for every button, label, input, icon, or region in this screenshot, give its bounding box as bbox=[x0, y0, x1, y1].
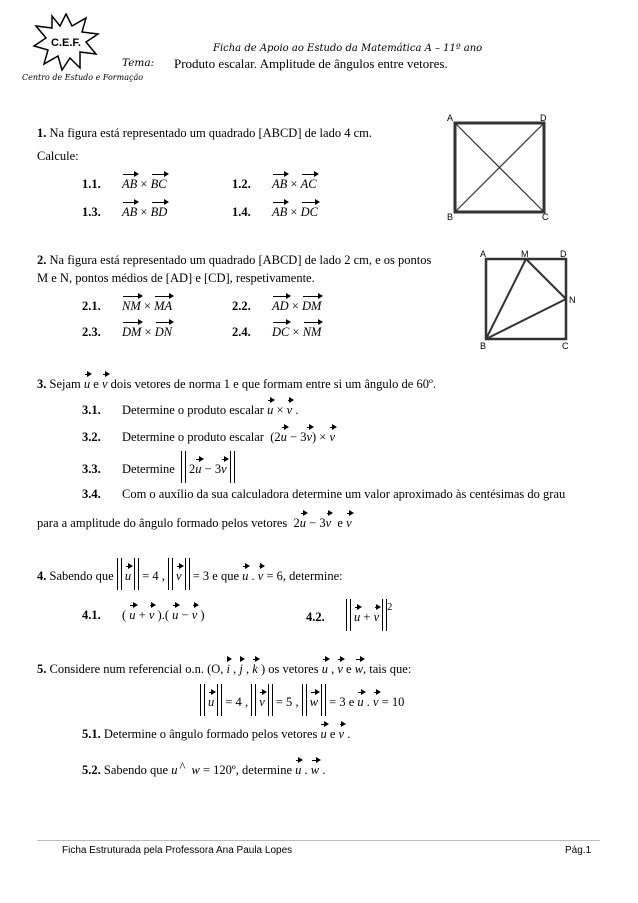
q2-text-2: M e N, pontos médios de [AD] e [CD], respetivamente. bbox=[37, 271, 315, 285]
q4-item-2: 4.2. $u + v^2$ bbox=[306, 603, 392, 627]
q2-fig-D: D bbox=[560, 249, 567, 259]
q5-item-2: 5.2. Sabendo que u ^ w = 120º, determine u . w . bbox=[82, 760, 326, 777]
q1-item-1: 1.1. AB × BC bbox=[82, 172, 167, 192]
footer-left: Ficha Estruturada pela Professora Ana Paula Lopes bbox=[62, 845, 293, 856]
q2-item-1: 2.1. NM × MA bbox=[82, 294, 172, 314]
q1-fig-B: B bbox=[447, 212, 454, 222]
q1-text: 1. Na figura está representado um quadrado [ABCD] de lado 4 cm. bbox=[37, 126, 372, 140]
tema-label: Tema: bbox=[122, 57, 155, 69]
q2-item-2: 2.2. AD × DM bbox=[232, 294, 321, 314]
center-name: Centro de Estudo e Formação bbox=[22, 73, 144, 82]
q3-item-3: 3.3. Determine 2u − 3v bbox=[82, 455, 235, 479]
q3-item-1: 3.1. Determine o produto escalar u × v . bbox=[82, 398, 298, 418]
tema-value: Produto escalar. Amplitude de ângulos entre vetores. bbox=[174, 56, 448, 71]
q2-fig-C: C bbox=[562, 341, 569, 351]
q2-fig-B: B bbox=[480, 341, 487, 351]
q2-item-3: 2.3. DM × DN bbox=[82, 320, 172, 340]
footer-right: Pág.1 bbox=[565, 845, 592, 856]
q4-text: 4. Sabendo que u = 4 , v = 3 e que u . v = 6, determine: bbox=[37, 562, 343, 586]
q2-fig-M: M bbox=[521, 249, 529, 259]
q3-item-2: 3.2. Determine o produto escalar (2u − 3v) × v bbox=[82, 425, 335, 445]
q1-item-4: 1.4. AB × DC bbox=[232, 200, 318, 220]
q4-item-1: 4.1. ( u + v ).( u − v ) bbox=[82, 603, 205, 623]
q1-fig-D: D bbox=[540, 113, 547, 123]
q1-fig-A: A bbox=[447, 113, 454, 123]
q2-fig-N: N bbox=[569, 295, 576, 305]
q1-fig-C: C bbox=[542, 212, 549, 222]
q2-item-4: 2.4. DC × NM bbox=[232, 320, 321, 340]
q3-text: 3. Sejam u e v dois vetores de norma 1 e que formam entre si um ângulo de 60º. bbox=[37, 372, 436, 392]
q3-item-4: 3.4. Com o auxílio da sua calculadora determine um valor aproximado às centésimas do grau bbox=[82, 487, 566, 501]
footer-rule bbox=[37, 840, 600, 841]
q2-text-1: 2. Na figura está representado um quadrado [ABCD] de lado 2 cm, e os pontos bbox=[37, 253, 432, 267]
q1-item-2: 1.2. AB × AC bbox=[232, 172, 317, 192]
q1-item-3: 1.3. AB × BD bbox=[82, 200, 167, 220]
q1-calcule: Calcule: bbox=[37, 149, 79, 163]
q2-fig-A: A bbox=[480, 249, 487, 259]
logo bbox=[30, 12, 102, 72]
q1-figure bbox=[444, 112, 554, 222]
q2-figure bbox=[474, 247, 584, 351]
q5-text: 5. Considere num referencial o.n. (O, i , j , k ) os vetores u , v e w, tais que: bbox=[37, 657, 411, 677]
q5-conditions: u = 4 , v = 5 , w = 3 e u . v = 10 bbox=[200, 688, 404, 712]
logo-text: C.E.F. bbox=[51, 37, 81, 49]
q5-item-1: 5.1. Determine o ângulo formado pelos vetores u e v . bbox=[82, 722, 350, 742]
q3-item-4-cont: para a amplitude do ângulo formado pelos vetores 2u − 3v e v bbox=[37, 511, 352, 531]
subtitle: Ficha de Apoio ao Estudo da Matemática A – 11º ano bbox=[213, 43, 483, 54]
